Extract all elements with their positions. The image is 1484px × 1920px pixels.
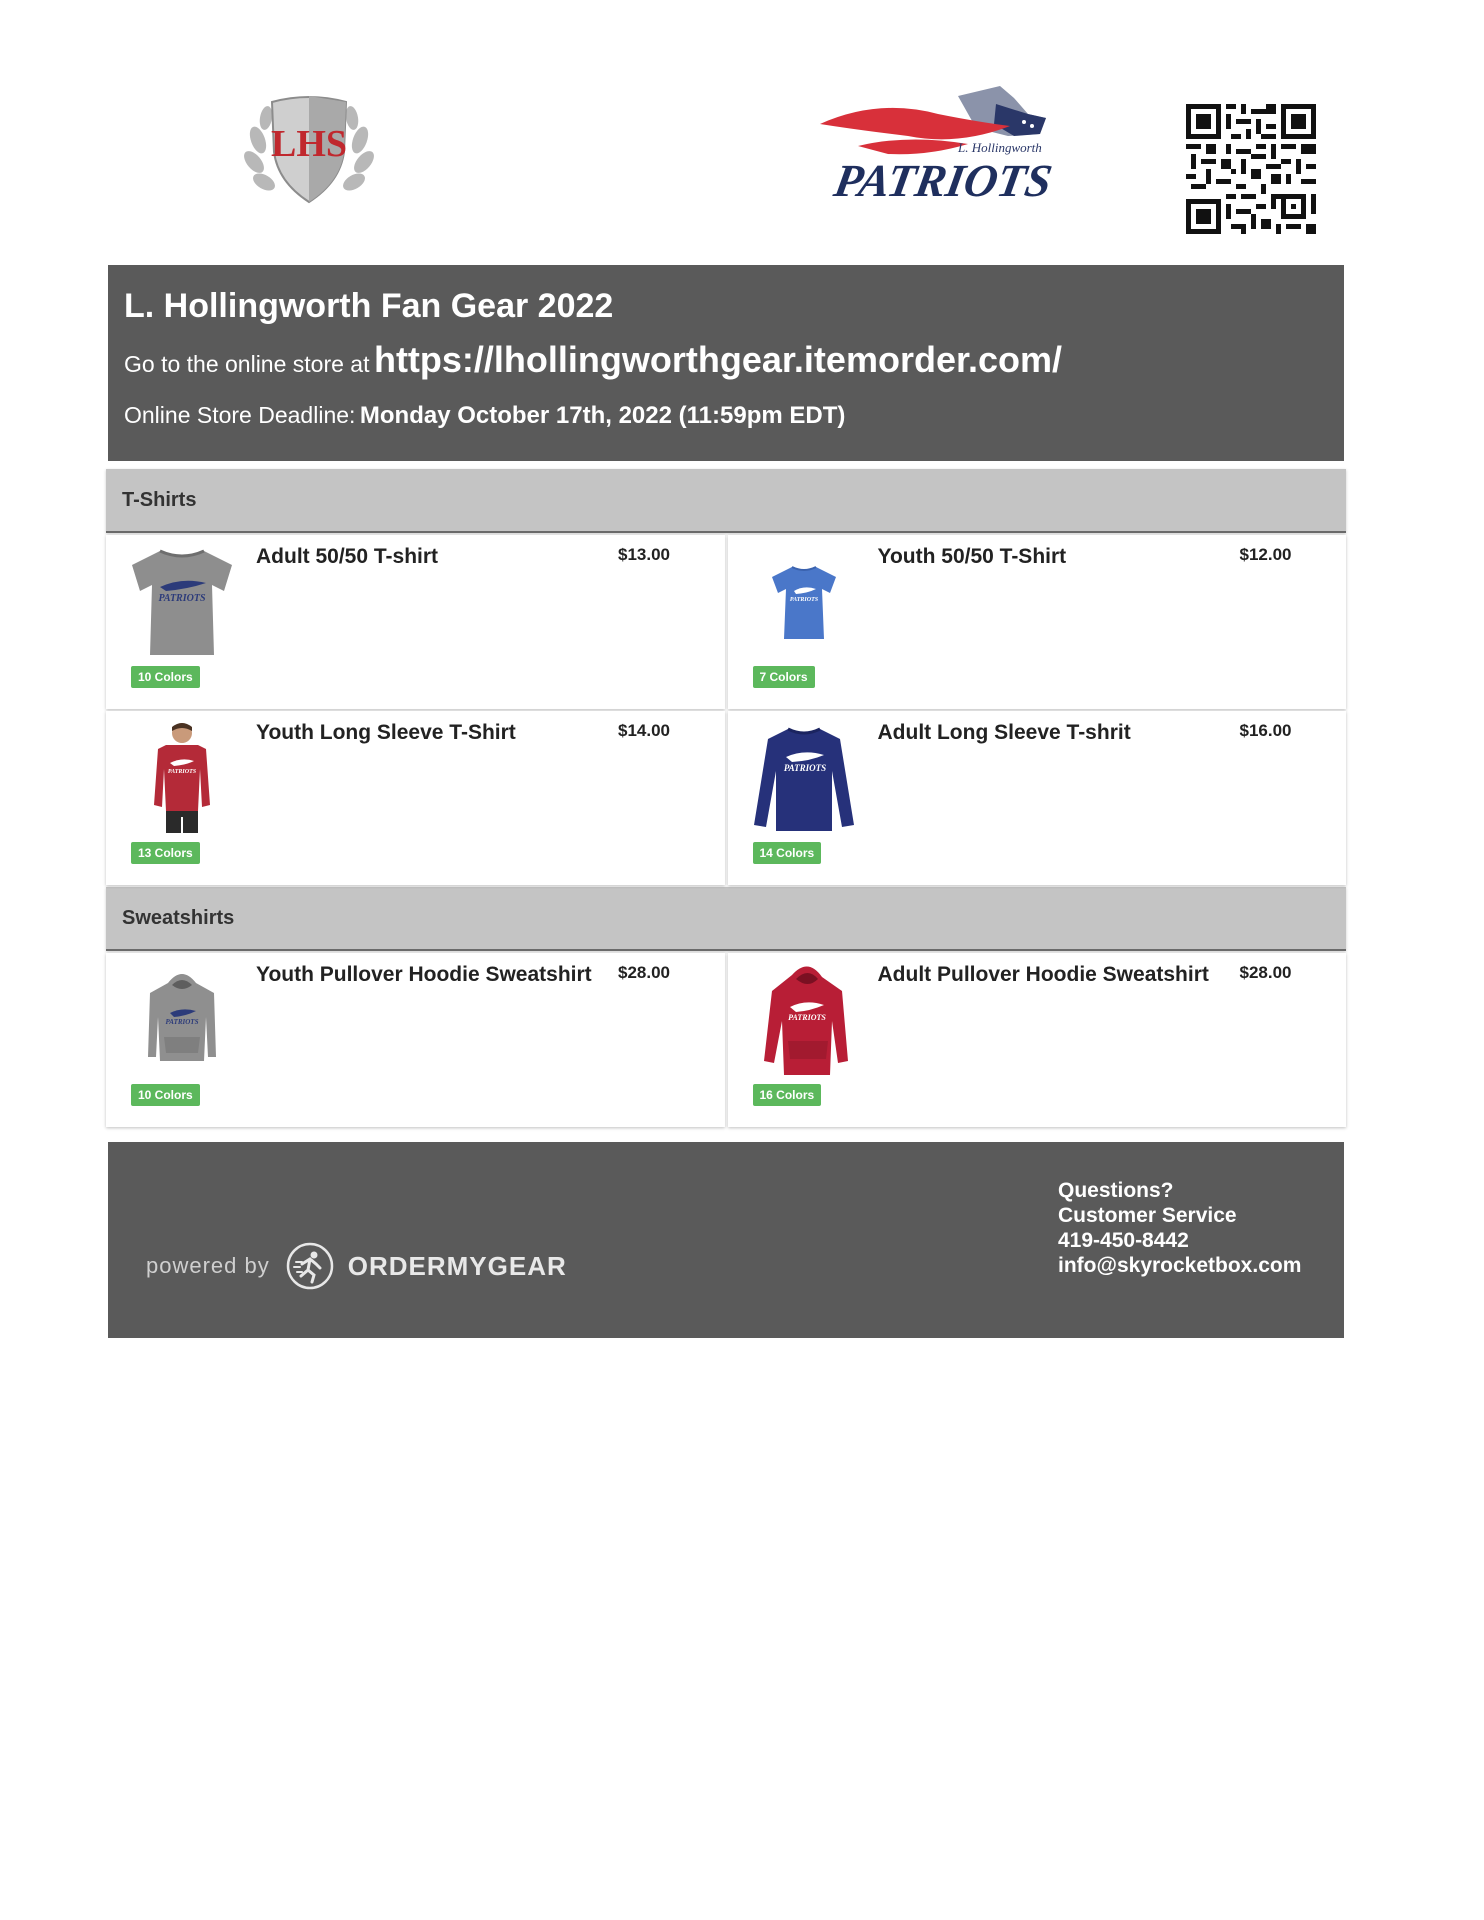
product-row [106,711,1346,885]
red-hoodie-icon [748,961,860,1079]
product-row [106,535,1346,709]
svg-text:PATRIOTS: PATRIOTS [787,1013,826,1022]
colors-badge: 16 Colors [753,1084,822,1106]
navy-longsleeve-icon [748,719,860,837]
product-price: $14.00 [618,721,670,740]
product-price: $16.00 [1239,721,1292,740]
page-title: L. Hollingworth Fan Gear 2022 [124,287,614,325]
patriots-word: PATRIOTS [830,156,1056,207]
gray-hoodie-icon [126,961,238,1079]
product-card-youth-longsleeve[interactable] [106,711,725,885]
product-name: Adult Long Sleeve T-shrit [877,721,1131,744]
deadline-line [124,402,845,430]
phone-number[interactable]: 419-450-8442 [1058,1229,1189,1252]
product-card-adult-hoodie[interactable] [728,953,1347,1127]
product-catalog [106,469,1346,1127]
email-link[interactable]: info@skyrocketbox.com [1058,1254,1302,1277]
colors-badge: 13 Colors [131,842,200,864]
store-url-link[interactable]: https://lhollingworthgear.itemorder.com/ [373,339,1063,380]
header-banner [108,265,1344,461]
powered-by-ordermygear[interactable] [146,1242,567,1290]
svg-text:PATRIOTS: PATRIOTS [789,597,818,603]
product-card-youth-5050-tshirt[interactable] [728,535,1347,709]
product-name: Youth Long Sleeve T-Shirt [256,721,516,744]
svg-text:PATRIOTS: PATRIOTS [165,1018,199,1026]
product-price: $12.00 [1239,545,1292,564]
qr-code[interactable] [1186,104,1316,234]
deadline-label: Online Store Deadline: [124,402,356,428]
colors-badge: 10 Colors [131,666,200,688]
product-price: $13.00 [618,545,670,564]
product-price: $28.00 [618,963,670,982]
red-longsleeve-icon [126,719,238,837]
patriots-logo [818,84,1086,212]
colors-badge: 10 Colors [131,1084,200,1106]
footer-banner [108,1142,1344,1338]
gray-tshirt-icon [126,543,238,661]
product-name: Adult Pullover Hoodie Sweatshirt [877,963,1209,986]
product-row [106,953,1346,1127]
product-name: Adult 50/50 T-shirt [256,545,439,568]
product-name: Youth Pullover Hoodie Sweatshirt [256,963,592,986]
product-card-youth-hoodie[interactable] [106,953,725,1127]
powered-by-label: powered by [146,1253,270,1278]
svg-text:PATRIOTS: PATRIOTS [783,763,826,773]
section-header-sweatshirts: Sweatshirts [106,887,1346,951]
product-card-adult-longsleeve[interactable] [728,711,1347,885]
store-line [124,339,1062,381]
colors-badge: 7 Colors [753,666,815,688]
section-header-tshirts: T-Shirts [106,469,1346,533]
product-name: Youth 50/50 T-Shirt [877,545,1067,568]
deadline-value: Monday October 17th, 2022 (11:59pm EDT) [359,402,846,429]
customer-service-label: Customer Service [1058,1204,1237,1227]
ordermygear-brand: ORDERMYGEAR [347,1250,567,1281]
runner-icon [286,1242,334,1290]
crest-letters: LHS [270,123,348,165]
store-label: Go to the online store at [124,351,370,377]
product-price: $28.00 [1239,963,1292,982]
product-card-adult-5050-tshirt[interactable] [106,535,725,709]
svg-text:PATRIOTS: PATRIOTS [167,769,197,775]
school-crest-logo [244,90,374,208]
blue-tshirt-icon [748,543,860,661]
contact-info [1058,1178,1301,1278]
patriots-script: L. Hollingworth [958,140,1042,155]
questions-label: Questions? [1058,1179,1174,1202]
colors-badge: 14 Colors [753,842,822,864]
svg-text:PATRIOTS: PATRIOTS [158,593,206,604]
